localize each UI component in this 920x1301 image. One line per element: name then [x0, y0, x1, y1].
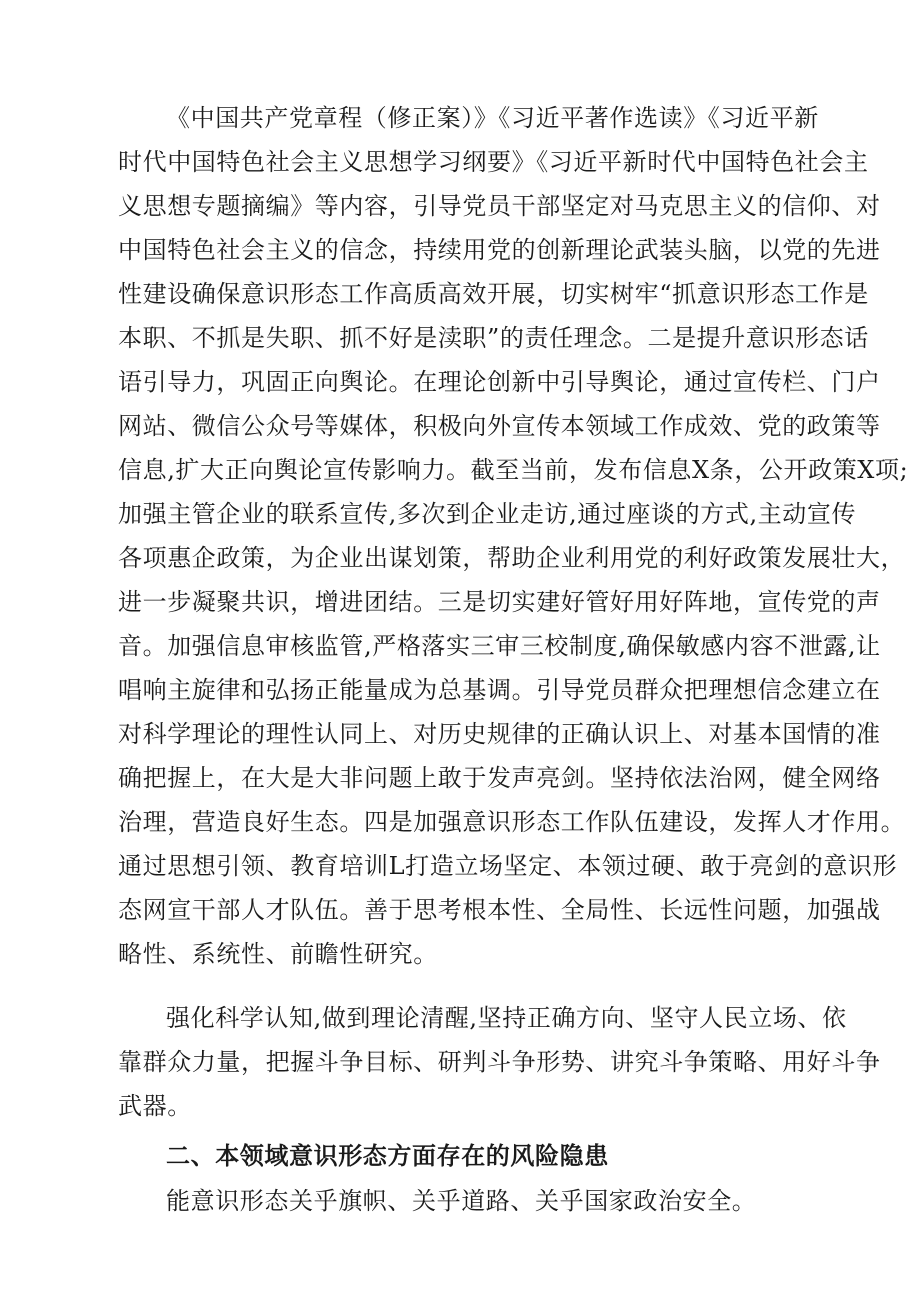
paragraph-1-line-18: 通过思想引领、教育培训L打造立场坚定、本领过硬、敢于亮剑的意识形	[118, 852, 898, 880]
paragraph-1-line-11: 各项惠企政策，为企业出谋划策，帮助企业利用党的利好政策发展壮大，	[118, 544, 906, 572]
paragraph-1-line-15: 对科学理论的理性认同上、对历史规律的正确认识上、对基本国情的准	[118, 720, 881, 748]
paragraph-1-line-14: 唱响主旋律和弘扬正能量成为总基调。引导党员群众把理想信念建立在	[118, 676, 881, 704]
paragraph-1-line-19: 态网宣干部人才队伍。善于思考根本性、全局性、长远性问题，加强战	[118, 896, 881, 924]
paragraph-1-line-4: 中国特色社会主义的信念，持续用党的创新理论武装头脑，以党的先进	[118, 236, 881, 264]
paragraph-1-line-5: 性建设确保意识形态工作高质高效开展，切实树牢“抓意识形态工作是	[118, 280, 869, 308]
section-heading-2: 二、本领域意识形态方面存在的风险隐患	[166, 1142, 609, 1170]
paragraph-2-line-1: 强化科学认知,做到理论清醒,坚持正确方向、坚守人民立场、依	[166, 1004, 847, 1032]
paragraph-1-line-13: 音。加强信息审核监管,严格落实三审三校制度,确保敏感内容不泄露,让	[118, 632, 881, 660]
paragraph-1-line-3: 义思想专题摘编》等内容，引导党员干部坚定对马克思主义的信仰、对	[118, 192, 881, 220]
paragraph-1-line-16: 确把握上，在大是大非问题上敢于发声亮剑。坚持依法治网，健全网络	[118, 764, 881, 792]
paragraph-1-line-20: 略性、系统性、前瞻性研究。	[118, 940, 438, 968]
paragraph-1-line-8: 网站、微信公众号等媒体，积极向外宣传本领域工作成效、党的政策等	[118, 412, 881, 440]
paragraph-1-line-6: 本职、不抓是失职、抓不好是渎职”的责任理念。二是提升意识形态话	[118, 324, 869, 352]
paragraph-1-line-10: 加强主管企业的联系宣传,多次到企业走访,通过座谈的方式,主动宣传	[118, 500, 857, 528]
paragraph-1-line-1: 《中国共产党章程（修正案）》《习近平著作选读》《习近平新	[166, 104, 819, 132]
paragraph-1-line-9: 信息,扩大正向舆论宣传影响力。截至当前，发布信息X条，公开政策X项;	[118, 456, 909, 484]
paragraph-3-line-1: 能意识形态关乎旗帜、关乎道路、关乎国家政治安全。	[166, 1187, 757, 1215]
paragraph-1-line-2: 时代中国特色社会主义思想学习纲要》《习近平新时代中国特色社会主	[118, 148, 869, 176]
paragraph-2-line-3: 武器。	[118, 1092, 192, 1120]
paragraph-1-line-12: 进一步凝聚共识，增进团结。三是切实建好管好用好阵地，宣传党的声	[118, 588, 881, 616]
paragraph-1-line-7: 语引导力，巩固正向舆论。在理论创新中引导舆论，通过宣传栏、门户	[118, 368, 881, 396]
paragraph-2-line-2: 靠群众力量，把握斗争目标、研判斗争形势、讲究斗争策略、用好斗争	[118, 1048, 881, 1076]
paragraph-1-line-17: 治理，营造良好生态。四是加强意识形态工作队伍建设，发挥人才作用。	[118, 808, 906, 836]
